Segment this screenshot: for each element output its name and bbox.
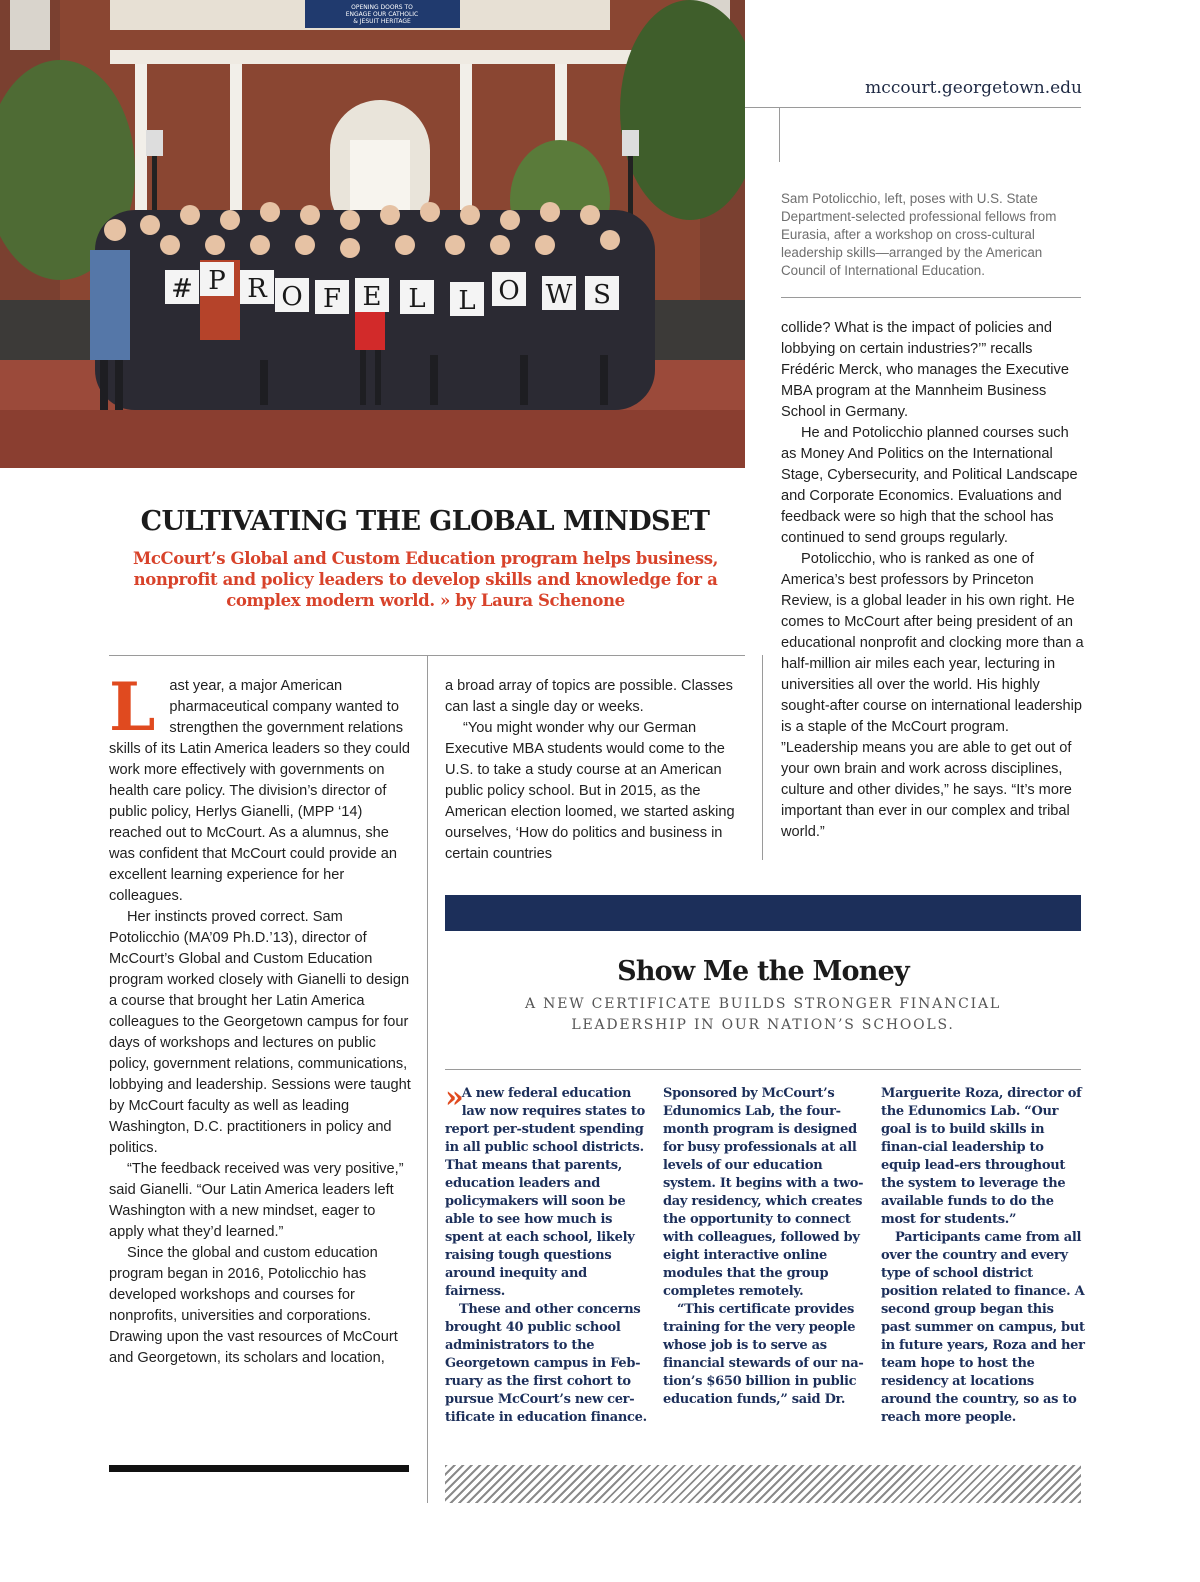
sign-letter-11: S [593,280,611,310]
paragraph: He and Potolicchio planned courses such as Money And Politics on the International Stage, Cybersecurity, and Political Landscape and Corporate Economics. Evaluations and feedback were so high that the school has continued to send groups regularly. [781,425,1078,546]
paragraph: Since the global and custom education program began in 2016, Potolicchio has developed workshops and courses for nonprofits, universities and corporations. Drawing upon the vast resources of McCourt and Georgetown, its scholars and location, [109,1245,398,1366]
paragraph: A new federal education law now requires states to report per-student spending in all public school districts. That means that parents, education leaders and policymakers will soon be able to see how much is spent at each school, likely raising tough questions around inequity and fairness. [445,1086,645,1299]
site-url: mccourt.georgetown.edu [865,78,1082,98]
article-deck: McCourt’s Global and Custom Education program helps business, nonprofit and policy leaders to develop skills and knowledge for a complex modern world. » by Laura Schenone [132,549,719,610]
paragraph: collide? What is the impact of policies and lobbying on certain industries?’” recalls Frédéric Merck, who manages the Executive MBA program at the Mannheim Business School in Germany. [781,320,1069,420]
banner-line-1: OPENING DOORS TO [351,4,413,11]
sidebar-column-1 [445,1080,650,1427]
sign-letter-9: O [498,276,520,306]
sign-letter-5: F [322,284,342,314]
paragraph: Her instincts proved correct. Sam Potolicchio (MA’09 Ph.D.’13), director of McCourt’s Global and Custom Education program worked closely with Gianelli to design a course that brought her Latin America colleagues to the Georgetown campus for four days of workshops and lectures on public policy, government relations, communications, lobbying and leadership. Sessions were taught by McCourt faculty as well as leading Washington, D.C. practitioners in policy and politics. [109,909,411,1156]
group-photo-image [0,0,745,468]
end-bar [109,1465,409,1472]
sign-letter-6: E [362,282,382,312]
article-column-3 [781,318,1086,843]
header-rule [745,107,1081,108]
article-headline: CULTIVATING THE GLOBAL MINDSET [140,506,710,537]
column-divider [762,655,763,860]
sidebar-title: Show Me the Money [617,956,909,987]
header-vertical-rule [779,107,780,162]
sign-letter-4: O [281,282,303,312]
banner-line-3: & JESUIT HERITAGE [353,18,411,25]
sidebar-column-2 [663,1085,868,1409]
sidebar-rule [445,1069,1081,1070]
sign-letter-1: # [171,274,193,304]
paragraph: “The feedback received was very positive,” said Gianelli. “Our Latin America leaders left Washington with a new mindset, eager to apply what they’d learned.” [109,1161,404,1240]
sidebar-top-bar [445,895,1081,931]
paragraph: “You might wonder why our German Executive MBA students would come to the U.S. to take a study course at an American public policy school. But in 2015, as the American election loomed, we started asking ourselves, ‘How do politics and business in certain countries [445,720,735,862]
banner-line-2: ENGAGE OUR CATHOLIC [345,11,419,18]
sign-letter-7: L [408,284,426,314]
paragraph: ast year, a major American pharmaceutical company wanted to strengthen the government relations skills of its Latin America leaders so they could work more effectively with governments on health care policy. The division’s director of public policy, Herlys Gianelli, (MPP ‘14) reached out to McCourt. As a alumnus, she was confident that McCourt could provide an excellent learning experience for her colleagues. [109,678,410,904]
paragraph: Potolicchio, who is ranked as one of America’s best professors by Princeton Review, is a global leader in his own right. He comes to McCourt after being president of an educational nonprofit and clocking more than a half-million air miles each year, lecturing in universities all over the world. His highly sought-after course on international leadership is a staple of the McCourt program. ”Leadership means you are able to get out of your own brain and work across disciplines, culture and other divides,” he says. “It’s more important than ever in our complex and tribal world.” [781,551,1084,840]
paragraph: a broad array of topics are possible. Classes can last a single day or weeks. [445,678,733,715]
paragraph: Marguerite Roza, director of the Edunomics Lab. “Our goal is to build skills in finan-cial leadership to equip lead-ers throughout the system to leverage the available funds to do the most for students.” [881,1086,1082,1227]
hatched-divider [445,1465,1081,1503]
photo-caption: Sam Potolicchio, left, poses with U.S. State Department-selected professional fellows from Eurasia, after a workshop on cross-cultural leadership skills—arranged by the American Council of International Education. [781,191,1057,278]
chevron-icon: » [445,1080,458,1115]
paragraph: Sponsored by McCourt’s Edunomics Lab, the four-month program is designed for busy professionals at all levels of our education system. It begins with a two-day residency, which creates the opportunity to connect with colleagues, followed by eight interactive online modules that the group completes remotely. [663,1086,864,1299]
sign-letter-2: P [208,266,226,296]
article-column-2 [445,676,745,865]
paragraph: These and other concerns brought 40 public school administrators to the Georgetown campus in Feb-ruary as the first cohort to pursue McCourt’s new cer-tificate in education finance. [445,1302,647,1425]
sidebar-column-3 [881,1085,1086,1427]
caption-rule [781,297,1081,298]
column-divider [427,655,428,1503]
sidebar-subtitle: A NEW CERTIFICATE BUILDS STRONGER FINANCIAL LEADERSHIP IN OUR NATION’S SCHOOLS. [525,996,1001,1033]
sign-letter-10: W [545,280,573,310]
paragraph: Participants came from all over the country and every type of school district position related to finance. A second group began this past summer on campus, but in future years, Roza and her team hope to host the residency at locations around the country, so as to reach more people. [881,1230,1085,1425]
feature-photo [0,0,745,468]
sign-letter-8: L [458,286,476,316]
paragraph: “This certificate provides training for the very people whose job is to serve as financial stewards of our na-tion’s $650 billion in public education funds,” said Dr. [663,1302,864,1407]
sign-letter-3: R [247,274,267,304]
article-column-1 [109,668,414,1369]
drop-cap: L [109,668,156,746]
